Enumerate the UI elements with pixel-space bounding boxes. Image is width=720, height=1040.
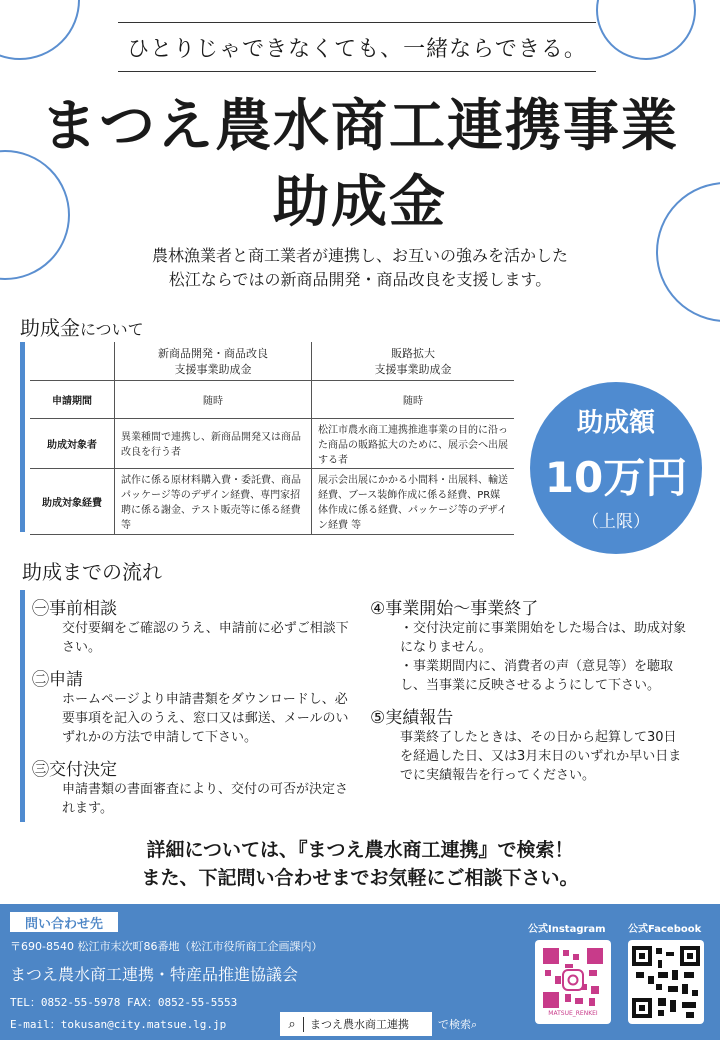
step-text: 申請書類の書面審査により、交付の可否が決定されます。	[62, 782, 349, 816]
table-cell: 展示会出展にかかる小間料・出展料、輸送経費、ブース装飾作成に係る経費、PR媒体作成に係る経費、パッケージ等のデザイン経費 等	[312, 468, 515, 534]
about-heading	[20, 312, 144, 341]
flow-accent-bar	[20, 590, 25, 822]
table-cell: 随時	[115, 380, 312, 418]
step-bullet: ・交付決定前に事業開始をした場合は、助成対象になりません。	[400, 621, 687, 655]
table-row	[30, 468, 514, 534]
organization-name: まつえ農水商工連携・特産品推進協議会	[10, 965, 299, 984]
lead-line: 松江ならではの新商品開発・商品改良を支援します。	[168, 270, 552, 289]
row-label: 助成対象経費	[30, 468, 115, 534]
search-icon: ⌕	[471, 1018, 478, 1031]
flow-heading: 助成までの流れ	[22, 560, 162, 584]
badge-note: （上限）	[582, 512, 650, 532]
cta-line: 詳細については、『まつえ農水商工連携』で検索！	[146, 839, 574, 861]
lead-line: 農林漁業者と商工業者が連携し、お互いの強みを活かした	[151, 246, 568, 265]
step-title: ㊀事前相談	[32, 599, 117, 619]
row-label: 助成対象者	[30, 418, 115, 468]
tagline: ひとりじゃできなくても、一緒ならできる。	[118, 22, 596, 72]
email[interactable]: E-mail：tokusan@city.matsue.lg.jp	[10, 1018, 227, 1031]
step-title: ㊁申請	[32, 670, 83, 690]
flow-right-column	[370, 594, 686, 785]
facebook-qr-code[interactable]	[628, 940, 704, 1024]
about-accent-bar	[20, 342, 25, 532]
facebook-label: 公式Facebook	[628, 924, 702, 935]
address: 〒690-8540 松江市末次町86番地（松江市役所商工企画課内）	[10, 940, 323, 953]
about-heading-main: 助成金	[20, 316, 80, 340]
instagram-handle: MATSUE_RENKEI	[548, 1010, 598, 1017]
table-corner	[30, 342, 115, 380]
badge-amount: 10万円	[544, 453, 688, 502]
badge-label: 助成額	[576, 408, 655, 438]
cta-line: また、下記問い合わせまでお気軽にご相談下さい。	[141, 867, 579, 889]
grant-amount-badge	[530, 382, 702, 554]
row-label: 申請期間	[30, 380, 115, 418]
grant-table	[30, 342, 514, 535]
table-header: 販路拡大 支援事業助成金	[312, 342, 515, 380]
page-title-second-line: 助成金	[273, 170, 447, 235]
call-to-action	[0, 836, 720, 892]
instagram-label: 公式Instagram	[528, 924, 606, 935]
table-cell: 松江市農水商工連携推進事業の目的に沿った商品の販路拡大のために、展示会へ出展する者	[312, 418, 515, 468]
step-title: ④事業開始～事業終了	[370, 599, 539, 619]
step-bullet: ・事業期間内に、消費者の声（意見等）を聴取し、当事業に反映させるようにして下さい。	[400, 659, 674, 693]
decorative-circle	[596, 0, 696, 60]
search-box[interactable]	[280, 1012, 432, 1036]
step-title: ⑤実績報告	[370, 708, 454, 728]
table-cell: 随時	[312, 380, 515, 418]
about-heading-sub: について	[80, 320, 144, 339]
table-cell: 試作に係る原材料購入費・委託費、商品パッケージ等のデザイン経費、専門家招聘に係る謝金、テスト販売等に係る経費 等	[115, 468, 312, 534]
search-keyword: まつえ農水商工連携	[310, 1018, 409, 1031]
phone-fax: TEL：0852-55-5978 FAX：0852-55-5553	[10, 996, 238, 1009]
table-cell: 異業種間で連携し、新商品開発又は商品改良を行う者	[115, 418, 312, 468]
table-row	[30, 380, 514, 418]
step-text: ホームページより申請書類をダウンロードし、必要事項を記入のうえ、窓口又は郵送、メールのいずれかの方法で申請して下さい。	[62, 692, 349, 745]
decorative-circle	[0, 0, 80, 60]
step-text: 事業終了したときは、その日から起算して30日を経過した日、又は3月末日のいずれか早い日までに実績報告を行ってください。	[400, 730, 682, 783]
flow-left-column	[32, 594, 352, 818]
lead-text	[0, 244, 720, 292]
table-header: 新商品開発・商品改良 支援事業助成金	[115, 342, 312, 380]
contact-footer	[0, 904, 720, 1040]
step-title: ㊂交付決定	[32, 760, 117, 780]
contact-label: 問い合わせ先	[10, 912, 118, 932]
page-title: まつえ農水商工連携事業	[41, 94, 679, 159]
step-text: 交付要綱をご確認のうえ、申請前に必ずご相談下さい。	[62, 621, 349, 655]
search-icon: ⌕	[281, 1017, 304, 1032]
table-row	[30, 418, 514, 468]
search-suffix: で検索⌕	[438, 1018, 478, 1031]
instagram-qr-code[interactable]	[535, 940, 611, 1024]
